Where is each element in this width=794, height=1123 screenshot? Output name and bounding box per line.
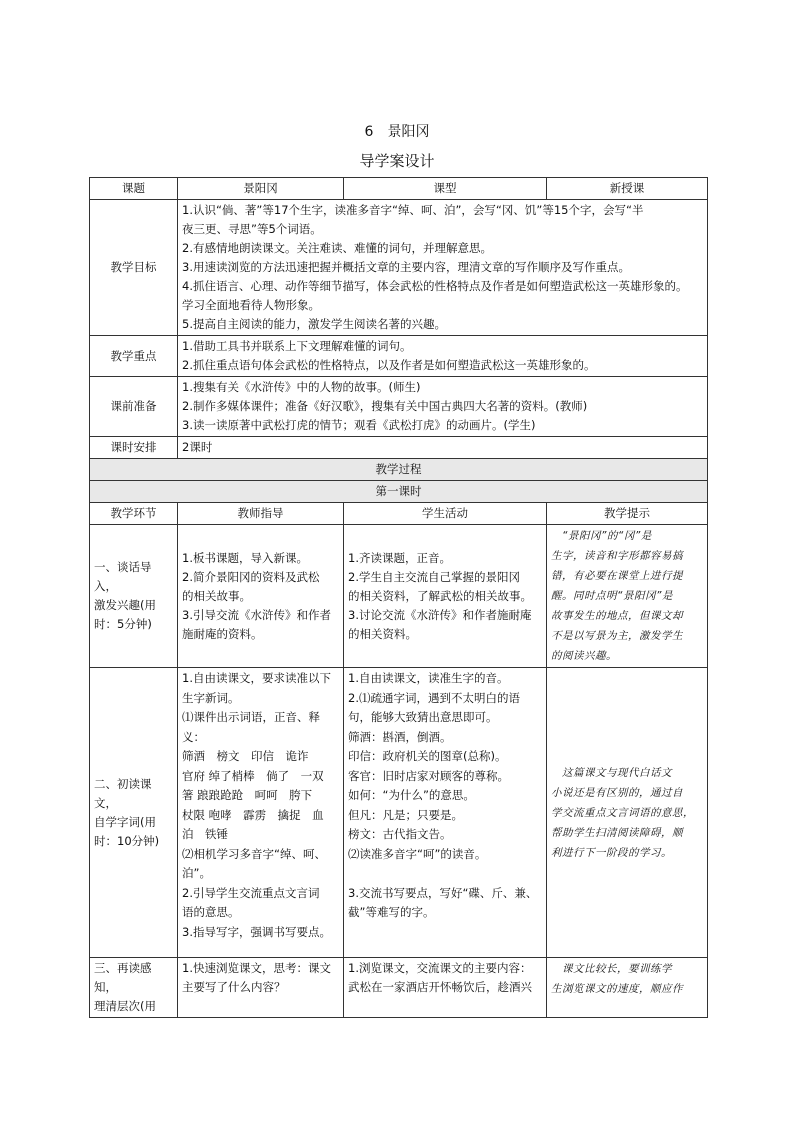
col-stage: 教学环节	[90, 503, 178, 525]
teacher-cell: 1.快速浏览课文，思考：课文 主要写了什么内容？	[178, 958, 344, 1018]
schedule-value: 2课时	[178, 437, 708, 459]
teacher-cell: 1.板书课题，导入新课。 2.简介景阳冈的资料及武松 的相关故事。 3.引导交流《水浒传》和作者 施耐庵的资料。	[178, 525, 344, 668]
key-points-label: 教学重点	[90, 336, 178, 377]
col-student: 学生活动	[344, 503, 547, 525]
schedule-label: 课时安排	[90, 437, 178, 459]
prep-content: 1.搜集有关《水浒传》中的人物的故事。(师生) 2.制作多媒体课件；准备《好汉歌》，搜集有关中国古典四大名著的资料。(教师) 3.读一读原著中武松打虎的情节；观看《武松打虎》的动画片。(学生)	[178, 377, 708, 437]
hint-cell: 这篇课文与现代白话文 小说还是有区别的，通过自 学交流重点文言词语的意思， 帮助学生扫清阅读障碍，顺 利进行下一阶段的学习。	[547, 668, 708, 958]
topic-label: 课题	[90, 178, 178, 200]
prep-label: 课前准备	[90, 377, 178, 437]
student-cell: 1.齐读课题，正音。 2.学生自主交流自己掌握的景阳冈 的相关资料，了解武松的相关故事。 3.讨论交流《水浒传》和作者施耐庵 的相关资料。	[344, 525, 547, 668]
stage-cell: 三、再读感知， 理清层次(用	[90, 958, 178, 1018]
period-title: 第一课时	[90, 481, 708, 503]
lesson-plan-table	[89, 177, 708, 1018]
hint-cell: “景阳冈”的“冈”是 生字，读音和字形都容易搞 错，有必要在课堂上进行提 醒。同时点明“景阳冈”是 故事发生的地点，但课文却 不是以写景为主，激发学生 的阅读兴趣。	[547, 525, 708, 668]
teacher-cell: 1.自由读课文，要求读准以下 生字新词。 ⑴课件出示词语，正音、释 义： 筛酒 榜文 印信 诡诈 官府 绰了梢棒 倘了 一双 箸 踉踉跄跄 呵呵 胯下 杖限 咆哮 霹雳 擒捉 血 泊 铁锤 ⑵相机学习多音字“绰、呵、 泊”。 2.引导学生交流重点文言词 语的意思。 3.指导写字，强调书写要点。	[178, 668, 344, 958]
type-value: 新授课	[547, 178, 708, 200]
lesson-title: 6 景阳冈	[364, 124, 430, 140]
col-hint: 教学提示	[547, 503, 708, 525]
process-title: 教学过程	[90, 459, 708, 481]
hint-cell: 课文比较长，要训练学 生浏览课文的速度，顺应作	[547, 958, 708, 1018]
goals-label: 教学目标	[90, 200, 178, 336]
page-subtitle: 导学案设计	[359, 152, 435, 170]
topic-value: 景阳冈	[178, 178, 344, 200]
type-label: 课型	[344, 178, 547, 200]
stage-cell: 一、谈话导入， 激发兴趣(用 时：5分钟)	[90, 525, 178, 668]
key-points-content: 1.借助工具书并联系上下文理解难懂的词句。 2.抓住重点语句体会武松的性格特点，以及作者是如何塑造武松这一英雄形象的。	[178, 336, 708, 377]
student-cell: 1.自由读课文，读准生字的音。 2.⑴疏通字词，遇到不太明白的语 句，能够大致猜出意思即可。 筛酒：斟酒，倒酒。 印信：政府机关的图章(总称)。 客官：旧时店家对顾客的尊称。 如何：“为什么”的意思。 但凡：凡是；只要是。 榜文：古代指文告。 ⑵读准多音字“呵”的读音。 3.交流书写要点，写好“碟、斤、兼、 截”等难写的字。	[344, 668, 547, 958]
goals-content: 1.认识“倘、著”等17个生字，读准多音字“绰、呵、泊”，会写“冈、饥”等15个字，会写“半 夜三更、寻思”等5个词语。 2.有感情地朗读课文。关注难读、难懂的词句，并理解意思。 3.用速读浏览的方法迅速把握并概括文章的主要内容，理清文章的写作顺序及写作重点。 4.抓住语言、心理、动作等细节描写，体会武松的性格特点及作者是如何塑造武松这一英雄形象的。 学习全面地看待人物形象。 5.提高自主阅读的能力，激发学生阅读名著的兴趣。	[178, 200, 708, 336]
student-cell: 1.浏览课文，交流课文的主要内容： 武松在一家酒店开怀畅饮后，趁酒兴	[344, 958, 547, 1018]
col-teacher: 教师指导	[178, 503, 344, 525]
stage-cell: 二、初读课文， 自学字词(用 时：10分钟)	[90, 668, 178, 958]
